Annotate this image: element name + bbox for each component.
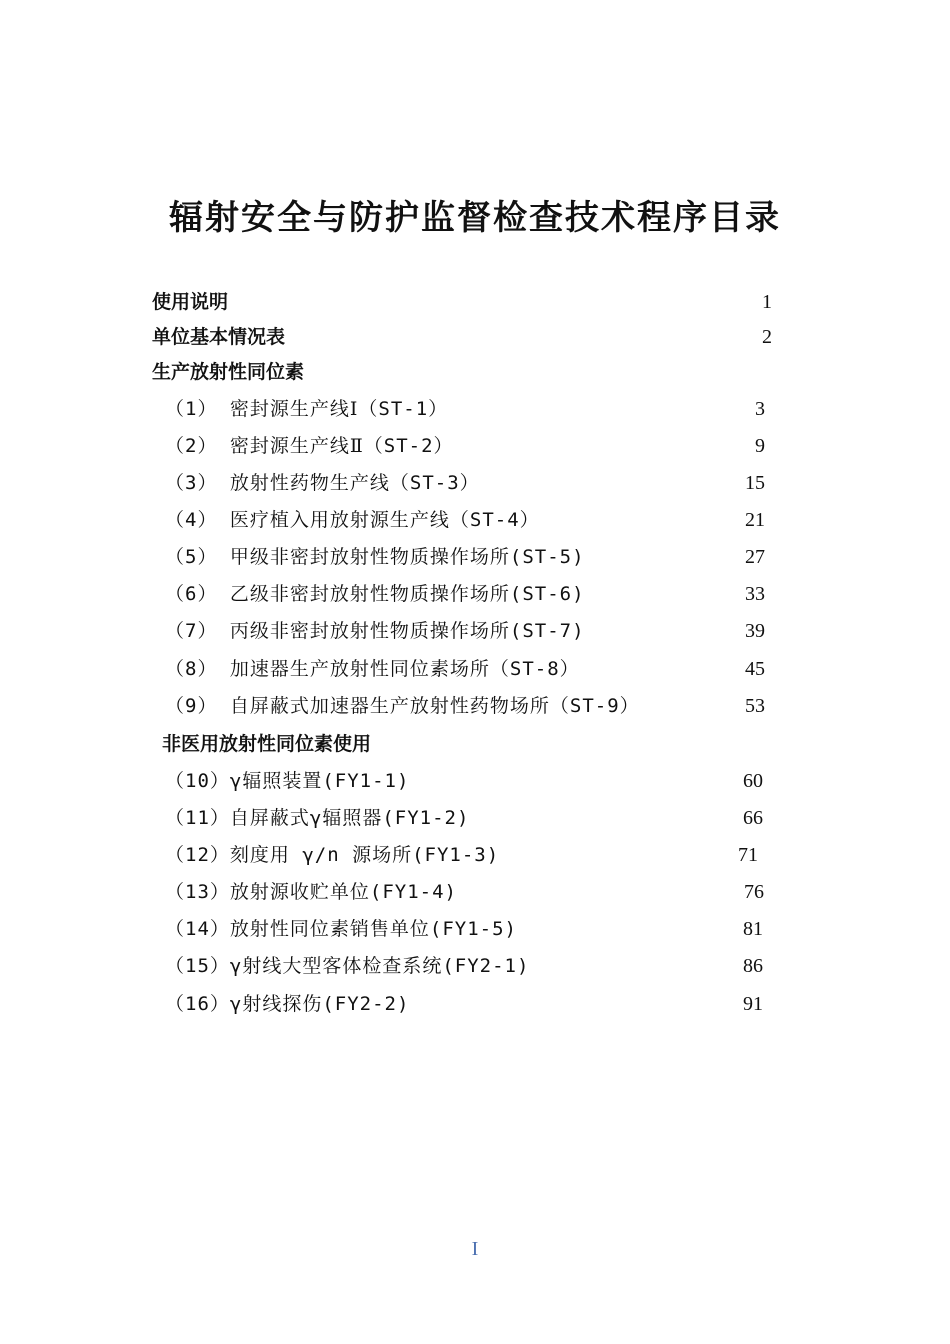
toc-page-st9: 53	[745, 695, 765, 717]
toc-entry-st8[interactable]: （8） 加速器生产放射性同位素场所（ST-8）	[165, 658, 580, 680]
toc-page-usage: 1	[762, 291, 772, 313]
toc-entry-st5[interactable]: （5） 甲级非密封放射性物质操作场所(ST-5)	[165, 546, 585, 568]
toc-page-st3: 15	[745, 472, 765, 494]
toc-entry-fy1-4[interactable]: （13）放射源收贮单位(FY1-4)	[165, 881, 457, 903]
toc-entry-fy1-3[interactable]: （12）刻度用 γ/n 源场所(FY1-3)	[165, 844, 500, 866]
page-title: 辐射安全与防护监督检查技术程序目录	[169, 198, 781, 238]
toc-page-st8: 45	[745, 658, 765, 680]
toc-entry-st9[interactable]: （9） 自屏蔽式加速器生产放射性药物场所（ST-9）	[165, 695, 640, 717]
toc-section-non-medical-use: 非医用放射性同位素使用	[162, 733, 372, 755]
toc-entry-st1[interactable]: （1） 密封源生产线Ⅰ（ST-1）	[165, 398, 449, 420]
toc-entry-st4[interactable]: （4） 医疗植入用放射源生产线（ST-4）	[165, 509, 540, 531]
toc-entry-fy1-1[interactable]: （10）γ辐照装置(FY1-1)	[165, 770, 410, 792]
toc-entry-st3[interactable]: （3） 放射性药物生产线（ST-3）	[165, 472, 480, 494]
toc-entry-usage[interactable]: 使用说明	[152, 291, 229, 313]
toc-entry-st6[interactable]: （6） 乙级非密封放射性物质操作场所(ST-6)	[165, 583, 585, 605]
toc-section-production: 生产放射性同位素	[152, 361, 305, 383]
toc-page-st4: 21	[745, 509, 765, 531]
footer-page-number: I	[471, 1238, 479, 1260]
toc-entry-fy2-2[interactable]: （16）γ射线探伤(FY2-2)	[165, 993, 410, 1015]
toc-page-st2: 9	[755, 435, 765, 457]
toc-entry-unit-table[interactable]: 单位基本情况表	[152, 326, 286, 348]
toc-page-fy1-2: 66	[743, 807, 763, 829]
toc-page-fy1-3: 71	[738, 844, 758, 866]
toc-entry-fy1-2[interactable]: （11）自屏蔽式γ辐照器(FY1-2)	[165, 807, 470, 829]
toc-page-fy1-5: 81	[743, 918, 763, 940]
toc-entry-fy2-1[interactable]: （15）γ射线大型客体检查系统(FY2-1)	[165, 955, 530, 977]
toc-entry-st7[interactable]: （7） 丙级非密封放射性物质操作场所(ST-7)	[165, 620, 585, 642]
toc-page-fy1-4: 76	[744, 881, 764, 903]
toc-page-st7: 39	[745, 620, 765, 642]
toc-entry-fy1-5[interactable]: （14）放射性同位素销售单位(FY1-5)	[165, 918, 517, 940]
toc-page-fy2-2: 91	[743, 993, 763, 1015]
toc-entry-st2[interactable]: （2） 密封源生产线Ⅱ（ST-2）	[165, 435, 454, 457]
toc-page-fy2-1: 86	[743, 955, 763, 977]
toc-page-unit-table: 2	[762, 326, 772, 348]
toc-page-st5: 27	[745, 546, 765, 568]
toc-page-st6: 33	[745, 583, 765, 605]
toc-page-fy1-1: 60	[743, 770, 763, 792]
toc-page-st1: 3	[755, 398, 765, 420]
